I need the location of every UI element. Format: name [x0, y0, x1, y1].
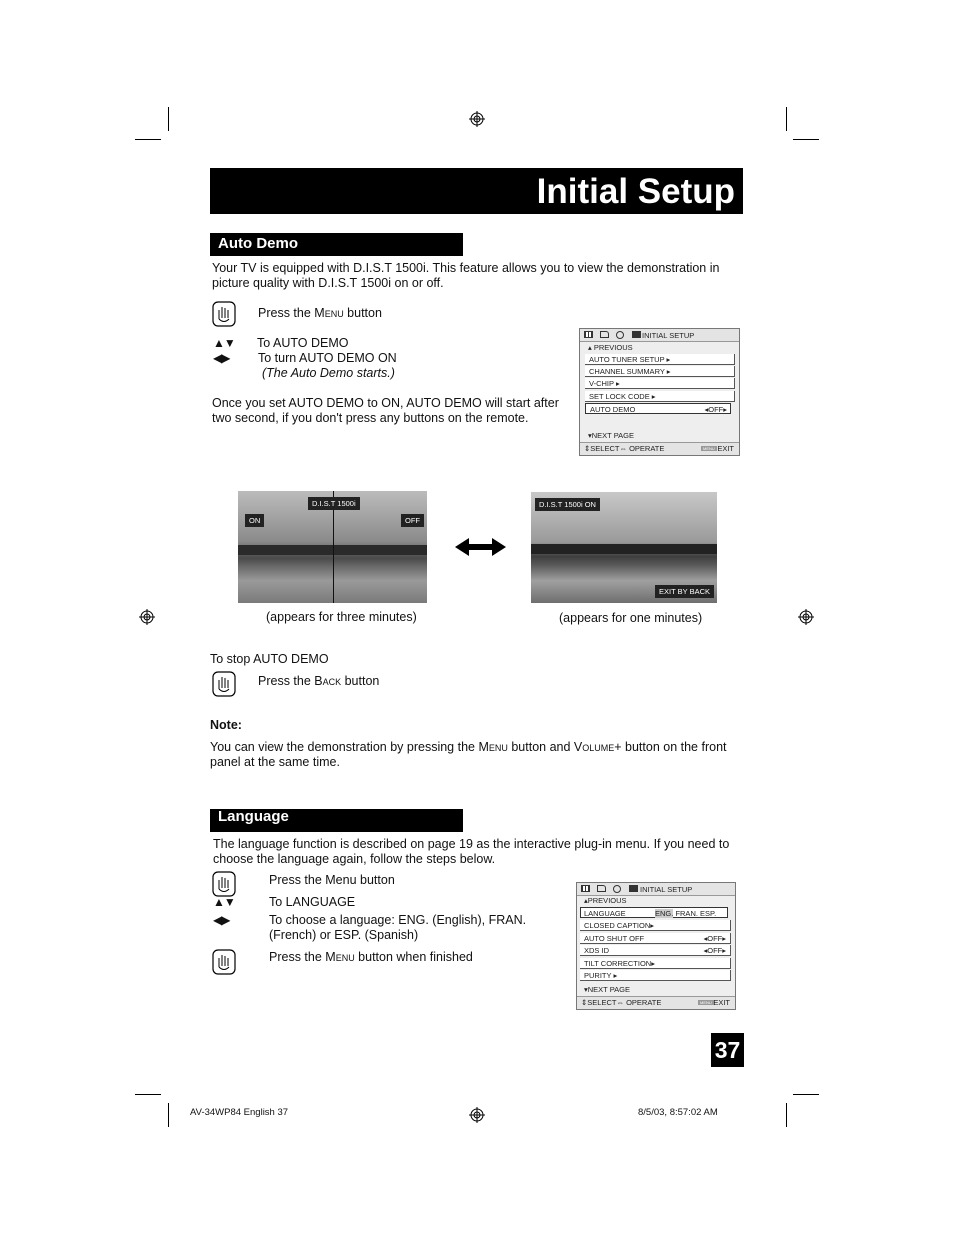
caption-three-minutes: (appears for three minutes): [266, 610, 417, 624]
clock-icon: [613, 885, 621, 893]
osd-item-language-selected[interactable]: LANGUAGE ENG. FRAN. ESP.: [580, 907, 728, 918]
language-heading: Language: [210, 809, 463, 832]
language-intro: The language function is described on page 19 as the interactive plug-in menu. If you need to choose the language again, follow the steps below.: [213, 837, 730, 866]
note-label: Note:: [210, 718, 242, 732]
menu-key-icon: MENU: [700, 1000, 712, 1005]
step-press-back: Press the Back button: [258, 674, 380, 688]
osd-next-page[interactable]: ▾NEXT PAGE: [588, 431, 635, 440]
osd-item-tilt-correction[interactable]: TILT CORRECTION▸: [580, 958, 731, 969]
remote-button-hand-icon: [212, 671, 236, 697]
demo-split-screen-image: [238, 491, 427, 603]
step-turn-on: To turn AUTO DEMO ON: [258, 351, 397, 365]
osd-item-auto-shut-off[interactable]: AUTO SHUT OFF ◂OFF▸: [580, 933, 731, 944]
step-press-menu: Press the Menu button: [258, 306, 382, 320]
up-down-arrow-icon: ▲▼: [213, 895, 235, 909]
crop-mark: [786, 1103, 787, 1127]
crop-mark: [135, 1094, 161, 1095]
double-arrow-icon: [455, 538, 506, 556]
crop-mark: [793, 1094, 819, 1095]
remote-button-hand-icon: [212, 301, 236, 327]
remote-button-hand-icon: [212, 949, 236, 975]
lang-step-press-menu: Press the Menu button: [269, 873, 395, 887]
osd-item-closed-caption[interactable]: CLOSED CAPTION▸: [580, 920, 731, 931]
initial-setup-menu-osd: [579, 328, 740, 456]
auto-demo-once-text: Once you set AUTO DEMO to ON, AUTO DEMO will start after two second, if you don't press any buttons on the remote.: [212, 396, 559, 425]
step-demo-starts: (The Auto Demo starts.): [262, 366, 395, 380]
auto-demo-intro: Your TV is equipped with D.I.S.T 1500i. This feature allows you to view the demonstration in picture quality with D.I.S.T 1500i on or off.: [212, 261, 720, 290]
osd-item-xds-id[interactable]: XDS ID ◂OFF▸: [580, 945, 731, 956]
registration-mark-icon: [798, 609, 814, 625]
osd-next-page[interactable]: ▾NEXT PAGE: [584, 985, 631, 994]
note-text: You can view the demonstration by pressing the Menu button and Volume+ button on the front panel at the same time.: [210, 740, 727, 769]
osd-header: INITIAL SETUP: [577, 883, 735, 896]
osd-item-channel-summary[interactable]: CHANNEL SUMMARY ▸: [585, 366, 735, 377]
osd-item-auto-demo-selected[interactable]: AUTO DEMO ◂OFF▸: [585, 403, 731, 414]
up-down-arrow-icon: ▲▼: [213, 336, 235, 350]
document-icon: [597, 885, 606, 892]
page-title: Initial Setup: [210, 168, 743, 214]
osd-footer: ⇕SELECT⇔ OPERATE MENU EXIT: [580, 442, 739, 455]
stop-auto-demo-text: To stop AUTO DEMO: [210, 652, 329, 666]
menu-tab-icon: [584, 331, 593, 338]
step-to-auto-demo: To AUTO DEMO: [257, 336, 349, 350]
dist-on-label: D.I.S.T 1500i ON: [535, 498, 600, 511]
osd-item-v-chip[interactable]: V-CHIP ▸: [585, 378, 735, 389]
page-number: 37: [711, 1033, 744, 1067]
exit-by-back-label: EXIT BY BACK: [655, 585, 714, 598]
osd-item-auto-tuner-setup[interactable]: AUTO TUNER SETUP ▸: [585, 354, 735, 365]
osd-item-set-lock-code[interactable]: SET LOCK CODE ▸: [585, 391, 735, 402]
osd-previous[interactable]: ▴PREVIOUS: [584, 896, 627, 905]
osd-item-purity[interactable]: PURITY ▸: [580, 970, 731, 981]
left-right-arrow-icon: ◀▶: [213, 351, 230, 365]
document-icon: [600, 331, 609, 338]
crop-mark: [168, 1103, 169, 1127]
menu-key-icon: MENU: [703, 446, 715, 451]
crop-mark: [786, 107, 787, 131]
lock-icon: [632, 331, 641, 338]
lang-step-finished: Press the Menu button when finished: [269, 950, 473, 964]
crop-mark: [135, 139, 161, 140]
lang-step-to-language: To LANGUAGE: [269, 895, 356, 909]
lock-icon: [629, 885, 638, 892]
osd-header: INITIAL SETUP: [580, 329, 739, 342]
menu-tab-icon: [581, 885, 590, 892]
osd-previous[interactable]: ▴ PREVIOUS: [588, 343, 633, 352]
registration-mark-icon: [469, 111, 485, 127]
on-label: ON: [245, 514, 264, 527]
registration-mark-icon: [469, 1107, 485, 1123]
crop-mark: [168, 107, 169, 131]
osd-footer: ⇕SELECT⇔ OPERATE MENU EXIT: [577, 996, 735, 1009]
dist-label: D.I.S.T 1500i: [308, 497, 360, 510]
left-right-arrow-icon: ◀▶: [213, 913, 230, 927]
demo-full-screen-image: [531, 492, 717, 603]
print-footer-right: 8/5/03, 8:57:02 AM: [638, 1107, 718, 1118]
auto-demo-heading: Auto Demo: [210, 233, 463, 256]
clock-icon: [616, 331, 624, 339]
print-footer-left: AV-34WP84 English 37: [190, 1107, 289, 1118]
off-label: OFF: [401, 514, 424, 527]
remote-button-hand-icon: [212, 871, 236, 897]
crop-mark: [793, 139, 819, 140]
language-menu-osd: [576, 882, 736, 1010]
registration-mark-icon: [139, 609, 155, 625]
caption-one-minutes: (appears for one minutes): [559, 611, 703, 625]
lang-step-choose: To choose a language: ENG. (English), FRAN. (French) or ESP. (Spanish): [269, 913, 527, 942]
